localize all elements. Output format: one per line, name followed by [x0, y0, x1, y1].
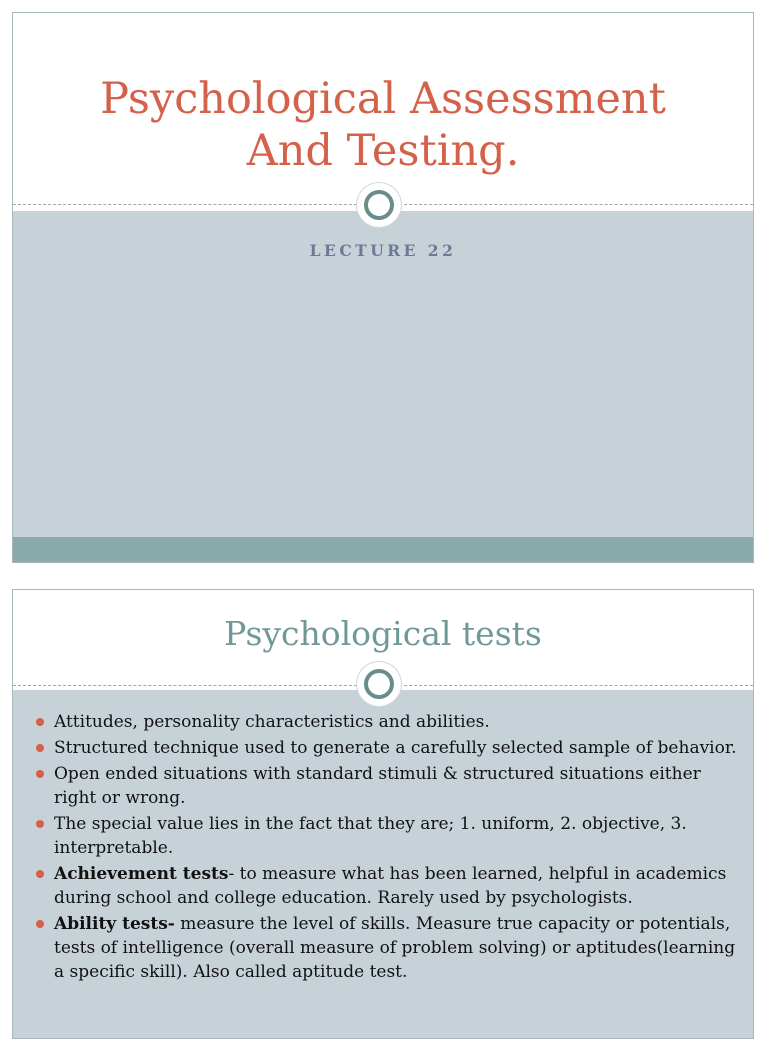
bullet-term: Ability tests- — [54, 914, 175, 934]
bullet-dot-icon — [36, 718, 44, 726]
slide-title: Psychological tests — [224, 614, 542, 653]
list-item — [54, 710, 744, 734]
bullet-text: The special value lies in the fact that they are; 1. uniform, 2. objective, 3. interpretable. — [54, 814, 687, 858]
lecture-subtitle: LECTURE 22 — [309, 241, 457, 260]
bullet-term: Achievement tests — [54, 864, 229, 884]
bullet-text: measure the level of skills. Measure true capacity or potentials, tests of intelligence (overall measure of problem solving) or aptitudes(learning a specific skill). Also called aptitude test. — [54, 914, 736, 982]
list-item — [54, 812, 744, 860]
list-item — [54, 912, 744, 984]
bullet-dot-icon — [36, 770, 44, 778]
bullet-dot-icon — [36, 744, 44, 752]
presentation-title — [13, 73, 753, 177]
bullet-list — [54, 710, 744, 986]
bullet-dot-icon — [36, 920, 44, 928]
title-slide — [12, 12, 754, 563]
bullet-dot-icon — [36, 870, 44, 878]
title-line-1: Psychological Assessment — [100, 74, 666, 124]
list-item — [54, 862, 744, 910]
list-item — [54, 762, 744, 810]
bullet-text: Structured technique used to generate a carefully selected sample of behavior. — [54, 738, 737, 758]
ring-divider-icon — [357, 662, 401, 706]
bullet-text: Attitudes, personality characteristics and abilities. — [54, 712, 490, 732]
title-line-2: And Testing. — [246, 126, 520, 176]
footer-band — [13, 537, 753, 563]
content-slide — [12, 589, 754, 1039]
bullet-text: Open ended situations with standard stimuli & structured situations either right or wrong. — [54, 764, 701, 808]
ring-divider-icon — [357, 183, 401, 227]
list-item — [54, 736, 744, 760]
bullet-dot-icon — [36, 820, 44, 828]
bullet-text: - to measure what has been learned, helpful in academics during school and college education. Rarely used by psychologists. — [54, 864, 727, 908]
